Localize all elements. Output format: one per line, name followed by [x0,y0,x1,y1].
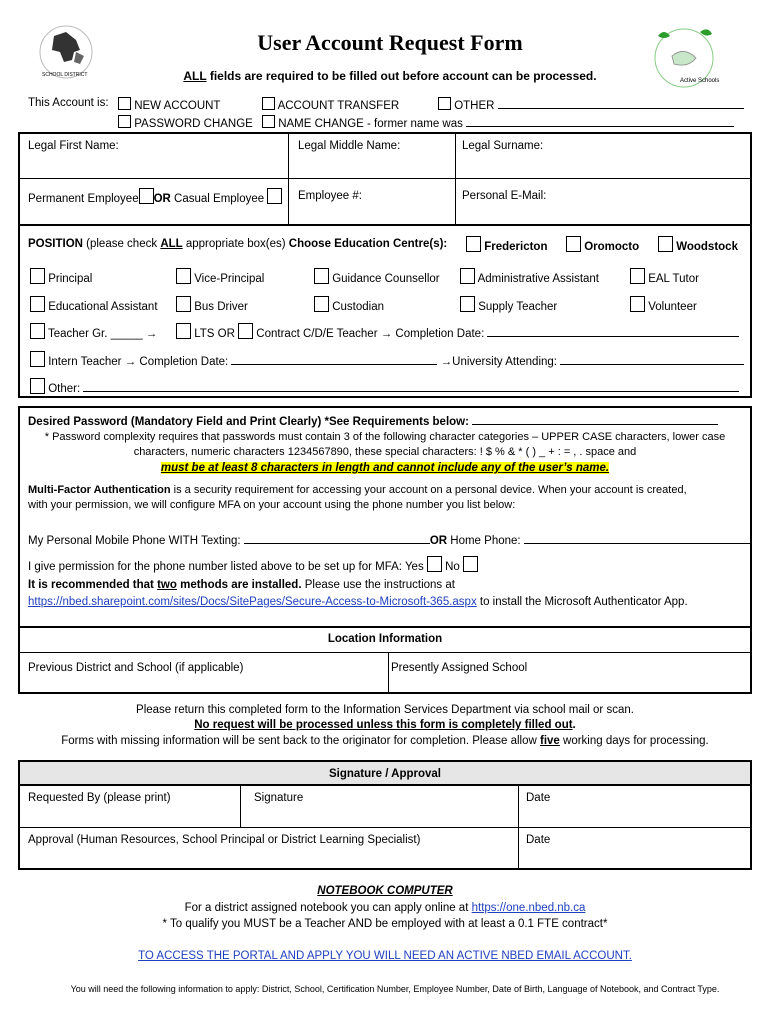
return-3a: Forms with missing information will be sent back to the originator for completion. Please allow [61,735,540,747]
mfa-recommend [28,579,455,591]
pos-label: Administrative Assistant [477,273,599,285]
mfa-text-1 [28,484,687,496]
account-label: This Account is: [28,97,109,109]
rec-c: Please use the instructions at [301,579,455,591]
or-label: OR [429,535,448,547]
account-password[interactable] [118,115,253,130]
position-all: ALL [160,238,183,250]
password-req-1: * Password complexity requires that passwords must contain 3 of the following character categories – UPPER CASE characters, lower case [44,431,726,443]
return-five: five [539,735,560,747]
pos-label: Other: [48,383,84,395]
checkbox[interactable] [460,268,475,284]
mfa-link-line [28,596,688,608]
centre-oromocto-label: Oromocto [584,241,640,253]
page-subtitle [0,69,770,83]
account-other-label: OTHER [454,100,495,112]
pos-bus-driver[interactable] [176,296,248,313]
centre-label: Choose Education Centre(s): [288,238,448,250]
checkbox[interactable] [30,268,45,284]
return-warning: No request will be processed unless this form is completely filled out [194,719,573,731]
notebook-info: You will need the following information to apply: District, School, Certification Number, Employee Number, Date of Birth, Language of Notebook, and Contract Type. [70,984,720,994]
account-namechange-label: NAME CHANGE - former name was [278,118,463,130]
account-other[interactable] [438,97,744,112]
pos-label: Guidance Counsellor [332,273,440,285]
mobile-label: My Personal Mobile Phone WITH Texting: [28,535,244,547]
personal-email[interactable]: Personal E-Mail: [462,190,547,202]
account-new[interactable] [118,97,220,112]
rec-a: It is recommended that [28,579,158,591]
checkbox[interactable] [314,268,329,284]
mfa-text: is a security requirement for accessing your account on a personal device. When your account is created, [170,484,687,496]
password-req-3 [22,462,748,474]
pos-custodian[interactable] [314,296,384,313]
centre-woodstock-label: Woodstock [676,241,738,253]
position-rest: appropriate box(es) [182,238,286,250]
centre-fredericton-label: Fredericton [484,241,548,253]
password-label [28,414,718,428]
centre-fredericton[interactable] [466,236,547,253]
pos-vice-principal[interactable] [176,268,264,285]
pos-label: Custodian [332,301,384,313]
pos-label: Bus Driver [194,301,248,313]
checkbox[interactable] [30,323,45,339]
account-password-label: PASSWORD CHANGE [134,118,253,130]
mfa-link-after: to install the Microsoft Authenticator App. [476,596,688,608]
checkbox[interactable] [314,296,329,312]
checkbox[interactable] [630,268,645,284]
pos-intern-teacher[interactable] [30,351,744,368]
pos-admin-assistant[interactable] [460,268,599,285]
account-transfer[interactable] [262,97,399,112]
pos-lts[interactable] [176,323,739,340]
pos-label: Vice-Principal [194,273,265,285]
legal-surname[interactable]: Legal Surname: [462,140,544,152]
return-line-3 [0,735,770,747]
position-title: POSITION [28,238,83,250]
notebook-link[interactable]: https://one.nbed.nb.ca [471,902,586,914]
pos-eal-tutor[interactable] [630,268,699,285]
rec-two: two [157,579,177,591]
pos-label: Volunteer [648,301,697,313]
present-school[interactable]: Presently Assigned School [391,662,528,674]
password-req-2: characters, numeric characters 1234567890, these special characters: ! $ % & * ( ) _ + : = , . space and [133,446,637,458]
pos-teacher-gr[interactable] [30,323,157,340]
position-label [28,238,447,250]
pos-label: Teacher Gr. _____ → [48,328,158,340]
pos-guidance[interactable] [314,268,440,285]
pos-principal[interactable] [30,268,92,285]
pos-label: Principal [48,273,93,285]
mfa-phones[interactable] [28,533,750,547]
checkbox[interactable] [30,378,45,394]
pos-label: Educational Assistant [48,301,158,313]
permanent-label: Permanent Employee [28,193,139,205]
portal-notice [0,950,770,962]
casual-checkbox[interactable] [267,188,282,204]
account-namechange[interactable] [262,115,734,130]
pos-label: LTS OR [194,328,235,340]
checkbox[interactable] [176,323,191,339]
portal-link[interactable]: TO ACCESS THE PORTAL AND APPLY YOU WILL NEED AN ACTIVE NBED EMAIL ACCOUNT. [138,950,632,962]
pos-supply-teacher[interactable] [460,296,557,313]
date-field-2[interactable]: Date [526,834,551,846]
permanent-checkbox[interactable] [139,188,154,204]
checkbox[interactable] [658,236,673,252]
account-transfer-label: ACCOUNT TRANSFER [277,100,400,112]
home-label: Home Phone: [447,535,524,547]
yes-checkbox[interactable] [427,556,442,572]
no-checkbox[interactable] [463,556,478,572]
pos-educational-assistant[interactable] [30,296,158,313]
pos-other[interactable] [30,378,739,395]
or-label: OR [153,193,171,205]
return-line-2 [0,719,770,731]
pos-label: Supply Teacher [478,301,558,313]
notebook-head [0,885,770,897]
no-label: No [445,561,460,573]
checkbox[interactable] [30,351,45,367]
mfa-text-2: with your permission, we will configure MFA on your account using the phone number you list below: [28,499,516,511]
return-end: . [572,719,576,731]
pos-label: EAL Tutor [648,273,699,285]
notebook-title: NOTEBOOK COMPUTER [317,885,453,897]
checkbox[interactable] [466,236,481,252]
mfa-permission [28,556,478,573]
position-mid: (please check [82,238,161,250]
employee-type [28,188,282,205]
return-3b: working days for processing. [559,735,709,747]
return-line-1: Please return this completed form to the Information Services Department via school mail or scan. [136,704,634,716]
password-highlight: must be at least 8 characters in length and cannot include any of the user’s name. [160,462,610,474]
casual-label: Casual Employee [174,193,265,205]
district-logo-text: SCHOOL DISTRICT [42,72,88,78]
checkbox[interactable] [118,115,131,128]
checkbox[interactable] [460,296,475,312]
checkbox[interactable] [118,97,131,110]
checkbox[interactable] [630,296,645,312]
notebook-line-2: * To qualify you MUST be a Teacher AND be employed with at least a 0.1 FTE contract* [162,918,608,930]
centre-woodstock[interactable] [658,236,738,253]
centre-oromocto[interactable] [566,236,639,253]
checkbox[interactable] [176,268,191,284]
checkbox[interactable] [438,97,451,110]
notebook-line-1 [0,902,770,914]
rec-b: methods are installed. [176,579,302,591]
previous-school[interactable]: Previous District and School (if applicable) [28,662,244,674]
university-label: →University Attending: [440,356,561,368]
subtitle-all: ALL [183,69,207,83]
permission-label: I give permission for the phone number listed above to be set up for MFA: Yes [28,561,424,573]
contract-checkbox[interactable] [238,323,253,339]
signature-head: Signature / Approval [18,760,752,786]
pos-label: Intern Teacher → Completion Date: [48,356,232,368]
active-schools-text: Active Schools [680,78,720,84]
employee-number[interactable]: Employee #: [298,190,362,202]
location-head: Location Information [327,633,443,645]
requested-by[interactable]: Requested By (please print) [28,792,171,804]
checkbox[interactable] [176,296,191,312]
mfa-label: Multi-Factor Authentication [28,484,171,496]
checkbox[interactable] [30,296,45,312]
account-new-label: NEW ACCOUNT [134,100,221,112]
page-title: User Account Request Form [257,30,523,55]
approval-field[interactable]: Approval (Human Resources, School Principal or District Learning Specialist) [28,834,421,846]
password-label-text: Desired Password (Mandatory Field and Print Clearly) *See Requirements below: [28,416,473,428]
date-field-1[interactable]: Date [526,792,551,804]
checkbox[interactable] [262,115,275,128]
legal-middle-name[interactable]: Legal Middle Name: [298,140,401,152]
legal-first-name[interactable]: Legal First Name: [28,140,119,152]
mfa-instructions-link[interactable]: https://nbed.sharepoint.com/sites/Docs/SitePages/Secure-Access-to-Microsoft-365.aspx [28,596,477,608]
pos-volunteer[interactable] [630,296,697,313]
subtitle-rest: fields are required to be filled out before account can be processed. [206,69,597,83]
checkbox[interactable] [566,236,581,252]
contract-label: Contract C/D/E Teacher → Completion Date: [256,328,488,340]
signature-field[interactable]: Signature [254,792,304,804]
notebook-text: For a district assigned notebook you can apply online at [184,902,472,914]
checkbox[interactable] [262,97,275,110]
